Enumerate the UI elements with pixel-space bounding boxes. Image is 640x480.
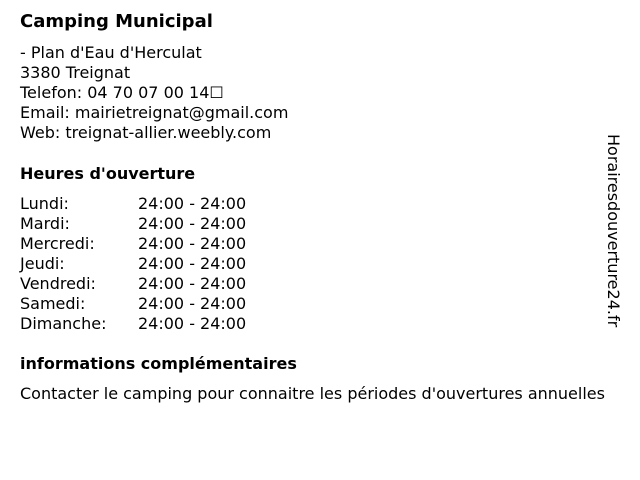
day-label: Vendredi: bbox=[20, 274, 96, 293]
web-line: Web: treignat-allier.weebly.com bbox=[20, 123, 272, 142]
hours-row-friday bbox=[20, 274, 246, 294]
place-title: Camping Municipal bbox=[20, 11, 213, 32]
time-range: 24:00 - 24:00 bbox=[138, 254, 247, 273]
hours-row-saturday bbox=[20, 294, 246, 314]
day-label: Samedi: bbox=[20, 294, 86, 313]
hours-row-thursday bbox=[20, 254, 246, 274]
time-range: 24:00 - 24:00 bbox=[138, 194, 247, 213]
hours-row-sunday bbox=[20, 314, 246, 334]
hours-row-monday bbox=[20, 194, 246, 214]
day-label: Mardi: bbox=[20, 214, 70, 233]
phone-line: Telefon: 04 70 07 00 14☐ bbox=[20, 83, 224, 102]
day-label: Lundi: bbox=[20, 194, 69, 213]
day-label: Dimanche: bbox=[20, 314, 107, 333]
time-range: 24:00 - 24:00 bbox=[138, 294, 247, 313]
time-range: 24:00 - 24:00 bbox=[138, 314, 247, 333]
day-label: Mercredi: bbox=[20, 234, 95, 253]
address-line: - Plan d'Eau d'Herculat bbox=[20, 43, 202, 62]
opening-hours-table bbox=[20, 194, 246, 334]
time-range: 24:00 - 24:00 bbox=[138, 274, 247, 293]
email-line: Email: mairietreignat@gmail.com bbox=[20, 103, 289, 122]
hours-row-tuesday bbox=[20, 214, 246, 234]
additional-info-heading: informations complémentaires bbox=[20, 354, 297, 373]
hours-row-wednesday bbox=[20, 234, 246, 254]
contact-block bbox=[20, 43, 288, 143]
time-range: 24:00 - 24:00 bbox=[138, 234, 247, 253]
day-label: Jeudi: bbox=[20, 254, 65, 273]
site-watermark: Horairesdouverture24.fr bbox=[604, 134, 623, 328]
city-line: 3380 Treignat bbox=[20, 63, 131, 82]
opening-hours-heading: Heures d'ouverture bbox=[20, 164, 196, 183]
time-range: 24:00 - 24:00 bbox=[138, 214, 247, 233]
additional-info-text: Contacter le camping pour connaitre les périodes d'ouvertures annuelles bbox=[20, 384, 605, 403]
